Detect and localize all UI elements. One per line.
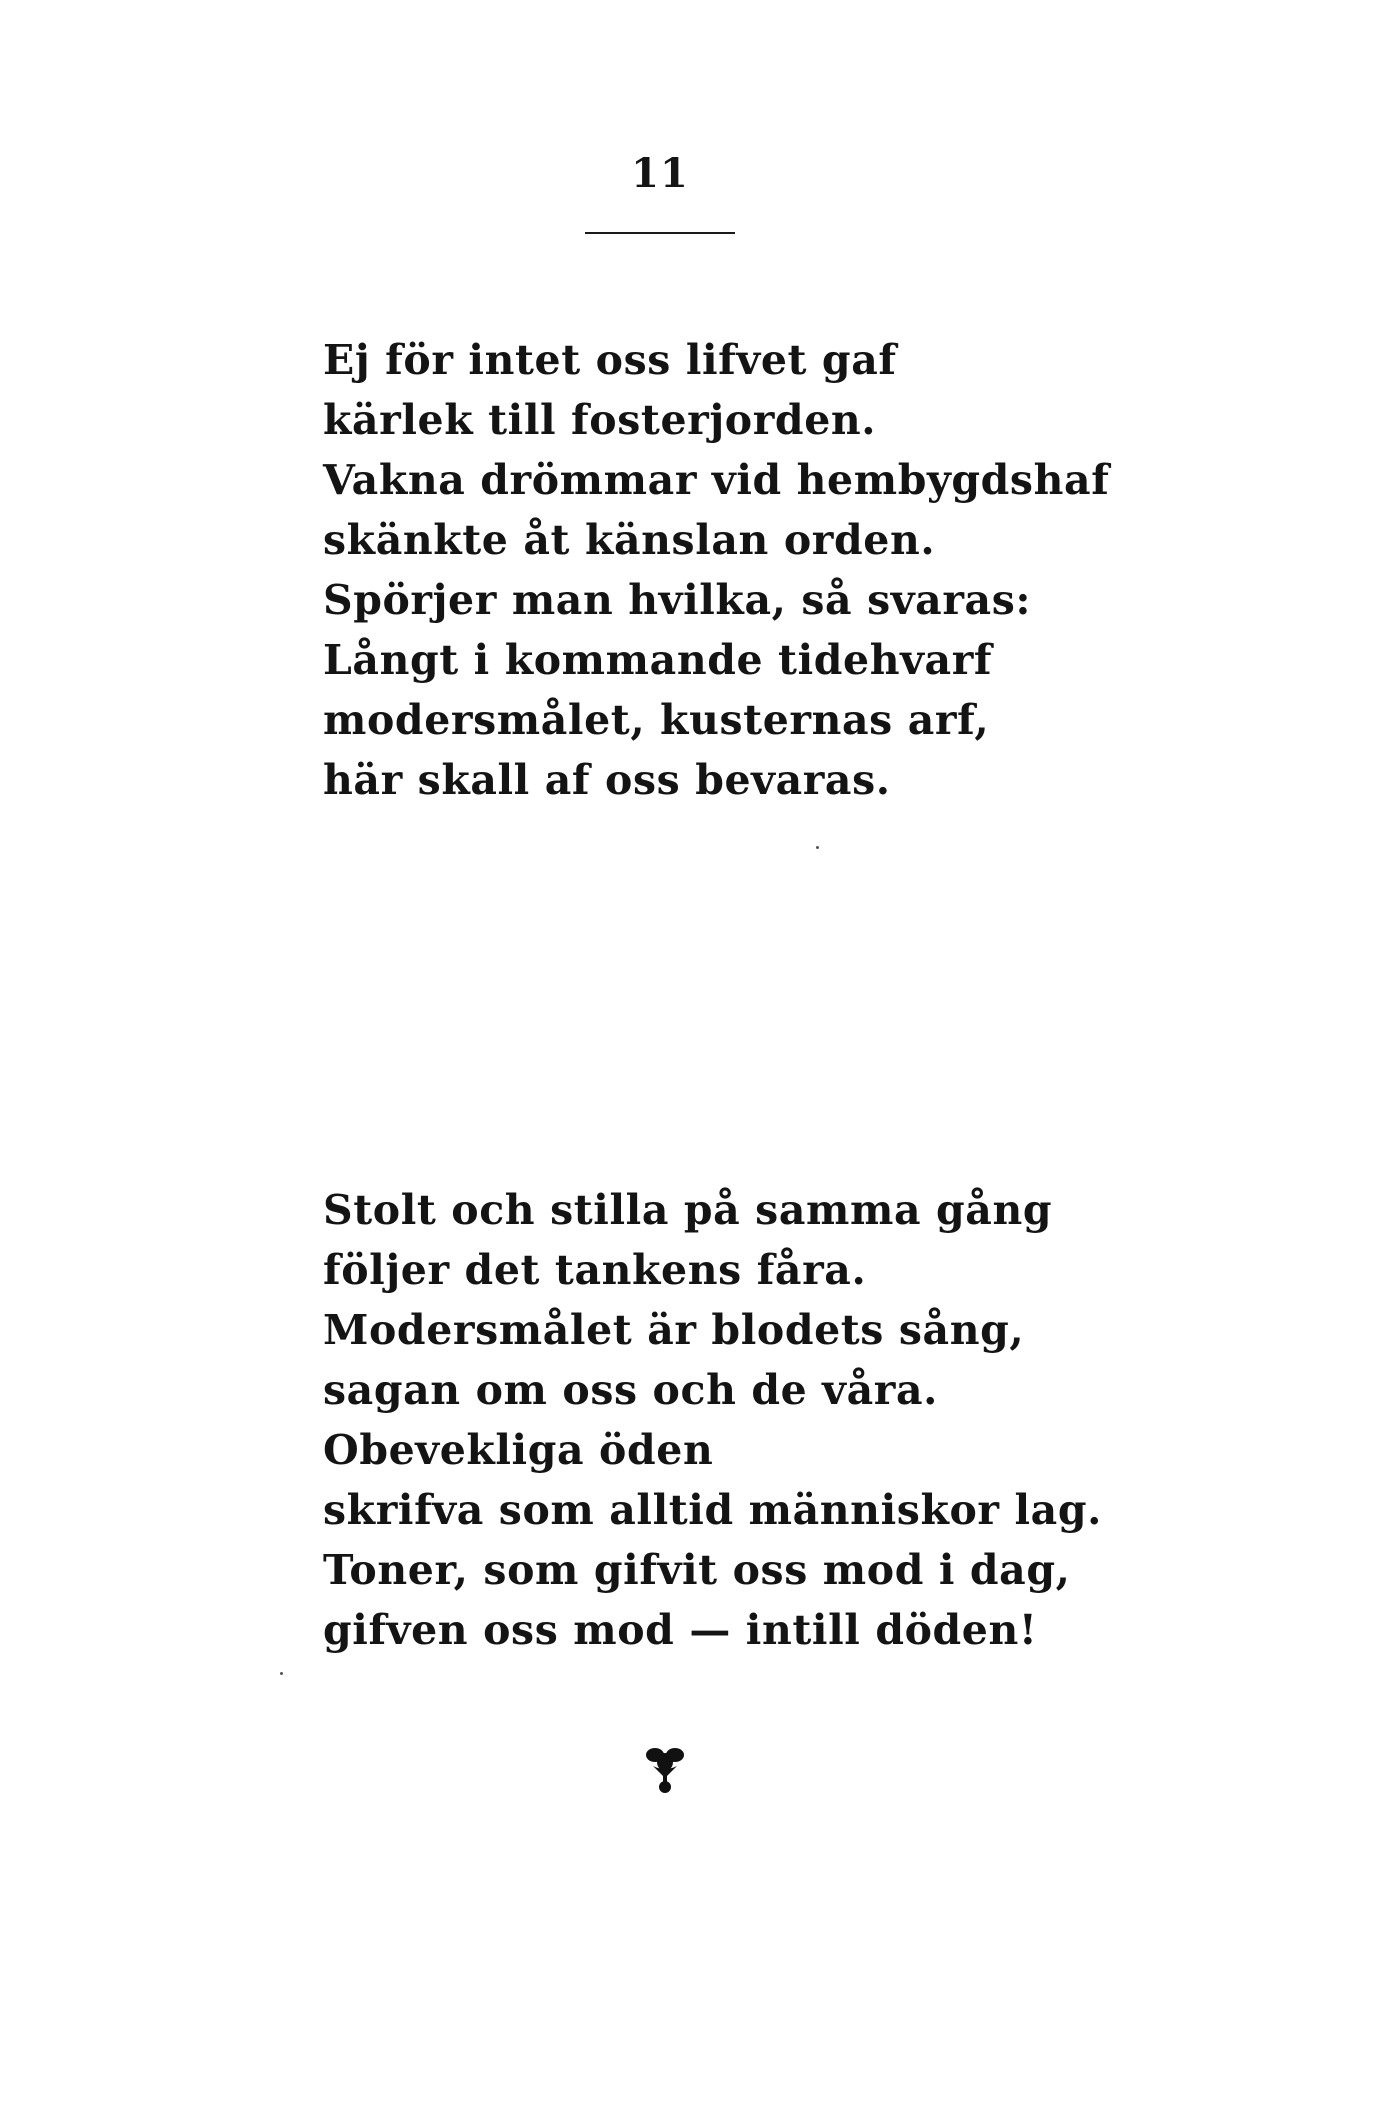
verse-line: Obevekliga öden xyxy=(323,1426,714,1474)
verse-line: gifven oss mod — intill döden! xyxy=(323,1606,1038,1654)
verse-line: skänkte åt känslan orden. xyxy=(323,516,936,564)
verse-line: modersmålet, kusternas arf, xyxy=(323,696,990,744)
header-rule xyxy=(585,232,735,234)
print-speck xyxy=(816,846,819,849)
stanza-1 xyxy=(323,330,1109,810)
verse-line: kärlek till fosterjorden. xyxy=(323,396,877,444)
verse-line: Spörjer man hvilka, så svaras: xyxy=(323,576,1032,624)
verse-line: följer det tankens fåra. xyxy=(323,1246,867,1294)
verse-line: Vakna drömmar vid hembygdshaf xyxy=(323,456,1110,504)
verse-line: Stolt och stilla på samma gång xyxy=(323,1186,1053,1234)
verse-line: Långt i kommande tidehvarf xyxy=(323,636,993,684)
verse-line: här skall af oss bevaras. xyxy=(323,756,891,804)
print-speck xyxy=(280,1672,283,1675)
verse-line: Toner, som gifvit oss mod i dag, xyxy=(323,1546,1071,1594)
verse-line: Ej för intet oss lifvet gaf xyxy=(323,336,897,384)
stanza-2 xyxy=(323,1180,1102,1660)
verse-line: Modersmålet är blodets sång, xyxy=(323,1306,1025,1354)
verse-line: sagan om oss och de våra. xyxy=(323,1366,939,1414)
verse-line: skrifva som alltid människor lag. xyxy=(323,1486,1102,1534)
fleuron-icon xyxy=(645,1746,685,1794)
page-number: 11 xyxy=(631,150,689,197)
